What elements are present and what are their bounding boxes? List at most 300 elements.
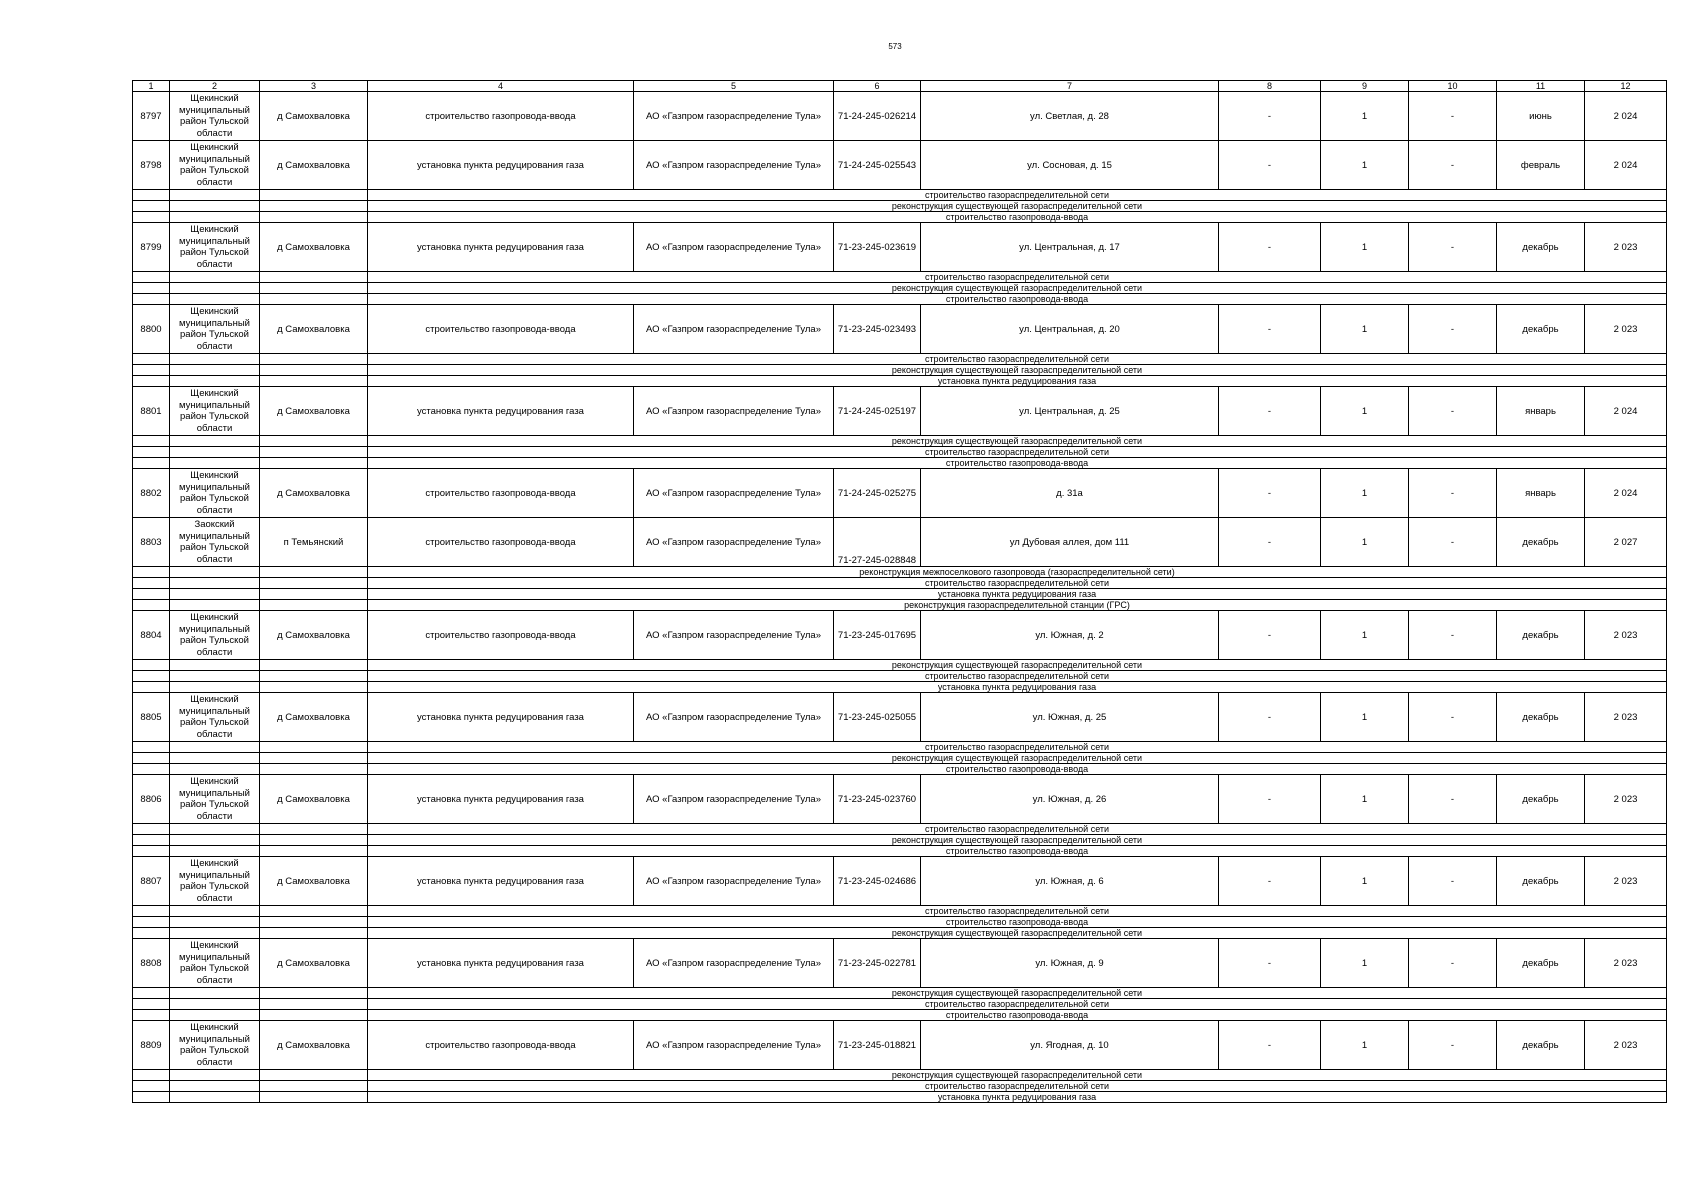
empty-cell — [260, 764, 368, 775]
empty-cell — [260, 906, 368, 917]
municipality-cell: Щекинский муниципальный район Тульской области — [170, 857, 260, 906]
work-type-cell: установка пункта редуцирования газа — [368, 939, 634, 988]
row-number-cell: 8809 — [133, 1021, 170, 1070]
empty-cell — [133, 660, 170, 671]
empty-cell — [170, 846, 260, 857]
empty-cell — [133, 1081, 170, 1092]
work-description-cell: строительство газопровода-ввода — [368, 764, 1667, 775]
sub-row — [133, 1081, 1667, 1092]
month-cell: декабрь — [1497, 857, 1585, 906]
work-type-cell: установка пункта редуцирования газа — [368, 857, 634, 906]
work-type-cell: установка пункта редуцирования газа — [368, 387, 634, 436]
sub-row — [133, 764, 1667, 775]
year-cell: 2 023 — [1585, 775, 1667, 824]
organization-cell: АО «Газпром газораспределение Тула» — [634, 939, 834, 988]
col-10-value-cell: - — [1409, 223, 1497, 272]
empty-cell — [260, 742, 368, 753]
municipality-cell: Щекинский муниципальный район Тульской области — [170, 693, 260, 742]
empty-cell — [260, 682, 368, 693]
municipality-cell: Щекинский муниципальный район Тульской области — [170, 141, 260, 190]
col-8-value-cell: - — [1219, 693, 1321, 742]
col-10-value-cell: - — [1409, 857, 1497, 906]
application-code-cell: 71-23-245-025055 — [834, 693, 921, 742]
col-8-value-cell: - — [1219, 305, 1321, 354]
application-code-cell: 71-24-245-025197 — [834, 387, 921, 436]
municipality-cell: Щекинский муниципальный район Тульской области — [170, 939, 260, 988]
empty-cell — [170, 928, 260, 939]
month-cell: декабрь — [1497, 611, 1585, 660]
col-9-value-cell: 1 — [1321, 305, 1409, 354]
application-code-cell: 71-24-245-025275 — [834, 469, 921, 518]
settlement-cell: д Самохваловка — [260, 939, 368, 988]
empty-cell — [260, 671, 368, 682]
row-number-cell: 8802 — [133, 469, 170, 518]
work-description-cell: строительство газораспределительной сети — [368, 190, 1667, 201]
work-description-cell: установка пункта редуцирования газа — [368, 682, 1667, 693]
year-cell: 2 023 — [1585, 611, 1667, 660]
empty-cell — [170, 201, 260, 212]
year-cell: 2 023 — [1585, 305, 1667, 354]
empty-cell — [170, 589, 260, 600]
table-row — [133, 939, 1667, 988]
col-9-value-cell: 1 — [1321, 939, 1409, 988]
col-10-value-cell: - — [1409, 518, 1497, 567]
empty-cell — [170, 376, 260, 387]
application-code-cell: 71-23-245-017695 — [834, 611, 921, 660]
municipality-cell: Щекинский муниципальный район Тульской области — [170, 1021, 260, 1070]
row-number-cell: 8799 — [133, 223, 170, 272]
organization-cell: АО «Газпром газораспределение Тула» — [634, 223, 834, 272]
col-10-value-cell: - — [1409, 939, 1497, 988]
empty-cell — [170, 1070, 260, 1081]
empty-cell — [260, 447, 368, 458]
empty-cell — [133, 1010, 170, 1021]
empty-cell — [260, 1010, 368, 1021]
settlement-cell: д Самохваловка — [260, 141, 368, 190]
application-code-cell: 71-23-245-023619 — [834, 223, 921, 272]
table-row — [133, 518, 1667, 567]
table-row — [133, 92, 1667, 141]
empty-cell — [133, 458, 170, 469]
column-header: 5 — [634, 81, 834, 92]
empty-cell — [133, 1070, 170, 1081]
organization-cell: АО «Газпром газораспределение Тула» — [634, 518, 834, 567]
column-header: 4 — [368, 81, 634, 92]
empty-cell — [170, 906, 260, 917]
empty-cell — [260, 999, 368, 1010]
col-8-value-cell: - — [1219, 141, 1321, 190]
empty-cell — [170, 365, 260, 376]
empty-cell — [260, 578, 368, 589]
table-row — [133, 775, 1667, 824]
sub-row — [133, 365, 1667, 376]
month-cell: февраль — [1497, 141, 1585, 190]
col-10-value-cell: - — [1409, 305, 1497, 354]
sub-row — [133, 294, 1667, 305]
empty-cell — [133, 906, 170, 917]
address-cell: д. 31а — [921, 469, 1219, 518]
empty-cell — [170, 354, 260, 365]
work-description-cell: строительство газопровода-ввода — [368, 294, 1667, 305]
table-row — [133, 1021, 1667, 1070]
row-number-cell: 8807 — [133, 857, 170, 906]
work-description-cell: реконструкция существующей газораспределительной сети — [368, 988, 1667, 999]
empty-cell — [133, 354, 170, 365]
year-cell: 2 024 — [1585, 387, 1667, 436]
work-description-cell: реконструкция существующей газораспределительной сети — [368, 436, 1667, 447]
month-cell: декабрь — [1497, 305, 1585, 354]
year-cell: 2 023 — [1585, 1021, 1667, 1070]
work-description-cell: реконструкция существующей газораспределительной сети — [368, 365, 1667, 376]
empty-cell — [260, 567, 368, 578]
sub-row — [133, 376, 1667, 387]
table-row — [133, 469, 1667, 518]
organization-cell: АО «Газпром газораспределение Тула» — [634, 469, 834, 518]
organization-cell: АО «Газпром газораспределение Тула» — [634, 693, 834, 742]
empty-cell — [260, 458, 368, 469]
address-cell: ул. Сосновая, д. 15 — [921, 141, 1219, 190]
work-type-cell: строительство газопровода-ввода — [368, 305, 634, 354]
empty-cell — [170, 600, 260, 611]
address-cell: ул. Центральная, д. 25 — [921, 387, 1219, 436]
row-number-cell: 8798 — [133, 141, 170, 190]
year-cell: 2 023 — [1585, 693, 1667, 742]
empty-cell — [133, 190, 170, 201]
table-row — [133, 611, 1667, 660]
sub-row — [133, 999, 1667, 1010]
empty-cell — [170, 190, 260, 201]
sub-row — [133, 988, 1667, 999]
year-cell: 2 027 — [1585, 518, 1667, 567]
organization-cell: АО «Газпром газораспределение Тула» — [634, 141, 834, 190]
empty-cell — [260, 1092, 368, 1103]
sub-row — [133, 742, 1667, 753]
organization-cell: АО «Газпром газораспределение Тула» — [634, 611, 834, 660]
application-code-cell: 71-23-245-022781 — [834, 939, 921, 988]
month-cell: январь — [1497, 387, 1585, 436]
empty-cell — [170, 1010, 260, 1021]
empty-cell — [170, 835, 260, 846]
empty-cell — [133, 600, 170, 611]
sub-row — [133, 753, 1667, 764]
column-header: 3 — [260, 81, 368, 92]
empty-cell — [170, 567, 260, 578]
work-description-cell: установка пункта редуцирования газа — [368, 1092, 1667, 1103]
table-row — [133, 387, 1667, 436]
table-row — [133, 223, 1667, 272]
settlement-cell: д Самохваловка — [260, 387, 368, 436]
empty-cell — [260, 988, 368, 999]
row-number-cell: 8797 — [133, 92, 170, 141]
col-9-value-cell: 1 — [1321, 611, 1409, 660]
year-cell: 2 023 — [1585, 223, 1667, 272]
empty-cell — [260, 846, 368, 857]
application-code-cell: 71-23-245-023760 — [834, 775, 921, 824]
month-cell: январь — [1497, 469, 1585, 518]
work-type-cell: установка пункта редуцирования газа — [368, 775, 634, 824]
empty-cell — [170, 682, 260, 693]
empty-cell — [170, 742, 260, 753]
col-10-value-cell: - — [1409, 775, 1497, 824]
work-description-cell: установка пункта редуцирования газа — [368, 376, 1667, 387]
work-description-cell: реконструкция существующей газораспределительной сети — [368, 283, 1667, 294]
gasification-table — [132, 80, 1667, 1103]
empty-cell — [133, 1092, 170, 1103]
sub-row — [133, 201, 1667, 212]
municipality-cell: Щекинский муниципальный район Тульской области — [170, 775, 260, 824]
empty-cell — [260, 283, 368, 294]
empty-cell — [133, 365, 170, 376]
col-10-value-cell: - — [1409, 693, 1497, 742]
empty-cell — [133, 272, 170, 283]
col-8-value-cell: - — [1219, 857, 1321, 906]
col-8-value-cell: - — [1219, 775, 1321, 824]
empty-cell — [133, 999, 170, 1010]
work-description-cell: строительство газораспределительной сети — [368, 999, 1667, 1010]
col-10-value-cell: - — [1409, 1021, 1497, 1070]
table-row — [133, 141, 1667, 190]
empty-cell — [133, 928, 170, 939]
col-9-value-cell: 1 — [1321, 775, 1409, 824]
application-code-cell: 71-23-245-024686 — [834, 857, 921, 906]
empty-cell — [170, 917, 260, 928]
municipality-cell: Щекинский муниципальный район Тульской области — [170, 223, 260, 272]
column-header-row — [133, 81, 1667, 92]
municipality-cell: Щекинский муниципальный район Тульской области — [170, 611, 260, 660]
sub-row — [133, 682, 1667, 693]
work-description-cell: реконструкция межпоселкового газопровода (газораспределительной сети) — [368, 567, 1667, 578]
empty-cell — [170, 1081, 260, 1092]
work-description-cell: строительство газораспределительной сети — [368, 354, 1667, 365]
month-cell: декабрь — [1497, 1021, 1585, 1070]
empty-cell — [260, 589, 368, 600]
settlement-cell: д Самохваловка — [260, 693, 368, 742]
col-10-value-cell: - — [1409, 611, 1497, 660]
empty-cell — [133, 846, 170, 857]
address-cell: ул. Светлая, д. 28 — [921, 92, 1219, 141]
empty-cell — [260, 376, 368, 387]
work-description-cell: строительство газораспределительной сети — [368, 742, 1667, 753]
work-type-cell: строительство газопровода-ввода — [368, 611, 634, 660]
address-cell: ул. Центральная, д. 20 — [921, 305, 1219, 354]
empty-cell — [170, 753, 260, 764]
empty-cell — [260, 600, 368, 611]
col-10-value-cell: - — [1409, 141, 1497, 190]
application-code-cell: 71-24-245-026214 — [834, 92, 921, 141]
address-cell: ул. Центральная, д. 17 — [921, 223, 1219, 272]
year-cell: 2 023 — [1585, 857, 1667, 906]
work-type-cell: установка пункта редуцирования газа — [368, 223, 634, 272]
col-9-value-cell: 1 — [1321, 141, 1409, 190]
work-description-cell: реконструкция существующей газораспределительной сети — [368, 201, 1667, 212]
work-type-cell: установка пункта редуцирования газа — [368, 693, 634, 742]
col-10-value-cell: - — [1409, 469, 1497, 518]
sub-row — [133, 578, 1667, 589]
work-description-cell: реконструкция существующей газораспределительной сети — [368, 753, 1667, 764]
empty-cell — [133, 824, 170, 835]
empty-cell — [133, 682, 170, 693]
empty-cell — [170, 283, 260, 294]
empty-cell — [260, 928, 368, 939]
month-cell: декабрь — [1497, 518, 1585, 567]
work-type-cell: строительство газопровода-ввода — [368, 518, 634, 567]
empty-cell — [260, 354, 368, 365]
sub-row — [133, 354, 1667, 365]
application-code-cell: 71-23-245-023493 — [834, 305, 921, 354]
month-cell: декабрь — [1497, 775, 1585, 824]
settlement-cell: д Самохваловка — [260, 611, 368, 660]
sub-row — [133, 567, 1667, 578]
sub-row — [133, 447, 1667, 458]
work-description-cell: реконструкция существующей газораспределительной сети — [368, 660, 1667, 671]
empty-cell — [170, 1092, 260, 1103]
row-number-cell: 8804 — [133, 611, 170, 660]
work-description-cell: строительство газораспределительной сети — [368, 671, 1667, 682]
settlement-cell: д Самохваловка — [260, 305, 368, 354]
empty-cell — [260, 917, 368, 928]
sub-row — [133, 600, 1667, 611]
col-9-value-cell: 1 — [1321, 1021, 1409, 1070]
address-cell: ул. Южная, д. 26 — [921, 775, 1219, 824]
empty-cell — [170, 988, 260, 999]
empty-cell — [260, 1070, 368, 1081]
empty-cell — [260, 835, 368, 846]
sub-row — [133, 1070, 1667, 1081]
empty-cell — [170, 447, 260, 458]
empty-cell — [133, 294, 170, 305]
municipality-cell: Заокский муниципальный район Тульской области — [170, 518, 260, 567]
work-description-cell: реконструкция газораспределительной станции (ГРС) — [368, 600, 1667, 611]
work-description-cell: строительство газопровода-ввода — [368, 917, 1667, 928]
empty-cell — [170, 671, 260, 682]
year-cell: 2 023 — [1585, 939, 1667, 988]
sub-row — [133, 835, 1667, 846]
address-cell: ул Дубовая аллея, дом 111 — [921, 518, 1219, 567]
empty-cell — [260, 365, 368, 376]
row-number-cell: 8800 — [133, 305, 170, 354]
col-8-value-cell: - — [1219, 611, 1321, 660]
empty-cell — [133, 589, 170, 600]
empty-cell — [260, 294, 368, 305]
application-code-cell: 71-23-245-018821 — [834, 1021, 921, 1070]
table-row — [133, 693, 1667, 742]
empty-cell — [260, 272, 368, 283]
work-description-cell: строительство газопровода-ввода — [368, 458, 1667, 469]
work-type-cell: установка пункта редуцирования газа — [368, 141, 634, 190]
empty-cell — [170, 212, 260, 223]
empty-cell — [260, 436, 368, 447]
row-number-cell: 8806 — [133, 775, 170, 824]
empty-cell — [170, 294, 260, 305]
col-8-value-cell: - — [1219, 387, 1321, 436]
row-number-cell: 8808 — [133, 939, 170, 988]
organization-cell: АО «Газпром газораспределение Тула» — [634, 857, 834, 906]
organization-cell: АО «Газпром газораспределение Тула» — [634, 92, 834, 141]
work-type-cell: строительство газопровода-ввода — [368, 469, 634, 518]
sub-row — [133, 212, 1667, 223]
sub-row — [133, 928, 1667, 939]
empty-cell — [260, 201, 368, 212]
col-10-value-cell: - — [1409, 92, 1497, 141]
empty-cell — [133, 917, 170, 928]
row-number-cell: 8803 — [133, 518, 170, 567]
row-number-cell: 8801 — [133, 387, 170, 436]
empty-cell — [133, 283, 170, 294]
row-number-cell: 8805 — [133, 693, 170, 742]
empty-cell — [133, 753, 170, 764]
municipality-cell: Щекинский муниципальный район Тульской области — [170, 305, 260, 354]
work-description-cell: строительство газораспределительной сети — [368, 824, 1667, 835]
empty-cell — [133, 671, 170, 682]
year-cell: 2 024 — [1585, 92, 1667, 141]
month-cell: декабрь — [1497, 693, 1585, 742]
empty-cell — [133, 988, 170, 999]
work-description-cell: строительство газораспределительной сети — [368, 578, 1667, 589]
sub-row — [133, 917, 1667, 928]
work-description-cell: реконструкция существующей газораспределительной сети — [368, 1070, 1667, 1081]
table-body — [133, 81, 1667, 1103]
sub-row — [133, 436, 1667, 447]
sub-row — [133, 190, 1667, 201]
settlement-cell: п Темьянский — [260, 518, 368, 567]
col-8-value-cell: - — [1219, 92, 1321, 141]
empty-cell — [260, 190, 368, 201]
col-9-value-cell: 1 — [1321, 518, 1409, 567]
col-10-value-cell: - — [1409, 387, 1497, 436]
empty-cell — [133, 835, 170, 846]
sub-row — [133, 846, 1667, 857]
application-code-cell: 71-24-245-025543 — [834, 141, 921, 190]
settlement-cell: д Самохваловка — [260, 775, 368, 824]
municipality-cell: Щекинский муниципальный район Тульской области — [170, 92, 260, 141]
municipality-cell: Щекинский муниципальный район Тульской области — [170, 387, 260, 436]
sub-row — [133, 660, 1667, 671]
empty-cell — [133, 742, 170, 753]
settlement-cell: д Самохваловка — [260, 1021, 368, 1070]
column-header: 8 — [1219, 81, 1321, 92]
empty-cell — [260, 753, 368, 764]
year-cell: 2 024 — [1585, 469, 1667, 518]
empty-cell — [170, 458, 260, 469]
col-9-value-cell: 1 — [1321, 857, 1409, 906]
empty-cell — [133, 764, 170, 775]
empty-cell — [260, 212, 368, 223]
organization-cell: АО «Газпром газораспределение Тула» — [634, 1021, 834, 1070]
work-description-cell: реконструкция существующей газораспределительной сети — [368, 928, 1667, 939]
sub-row — [133, 589, 1667, 600]
column-header: 2 — [170, 81, 260, 92]
municipality-cell: Щекинский муниципальный район Тульской области — [170, 469, 260, 518]
sub-row — [133, 824, 1667, 835]
sub-row — [133, 1092, 1667, 1103]
sub-row — [133, 906, 1667, 917]
work-description-cell: строительство газораспределительной сети — [368, 447, 1667, 458]
work-description-cell: строительство газораспределительной сети — [368, 906, 1667, 917]
work-type-cell: строительство газопровода-ввода — [368, 92, 634, 141]
column-header: 1 — [133, 81, 170, 92]
column-header: 9 — [1321, 81, 1409, 92]
empty-cell — [260, 660, 368, 671]
sub-row — [133, 283, 1667, 294]
empty-cell — [260, 1081, 368, 1092]
year-cell: 2 024 — [1585, 141, 1667, 190]
empty-cell — [170, 999, 260, 1010]
settlement-cell: д Самохваловка — [260, 857, 368, 906]
empty-cell — [170, 272, 260, 283]
organization-cell: АО «Газпром газораспределение Тула» — [634, 305, 834, 354]
empty-cell — [133, 447, 170, 458]
month-cell: декабрь — [1497, 939, 1585, 988]
